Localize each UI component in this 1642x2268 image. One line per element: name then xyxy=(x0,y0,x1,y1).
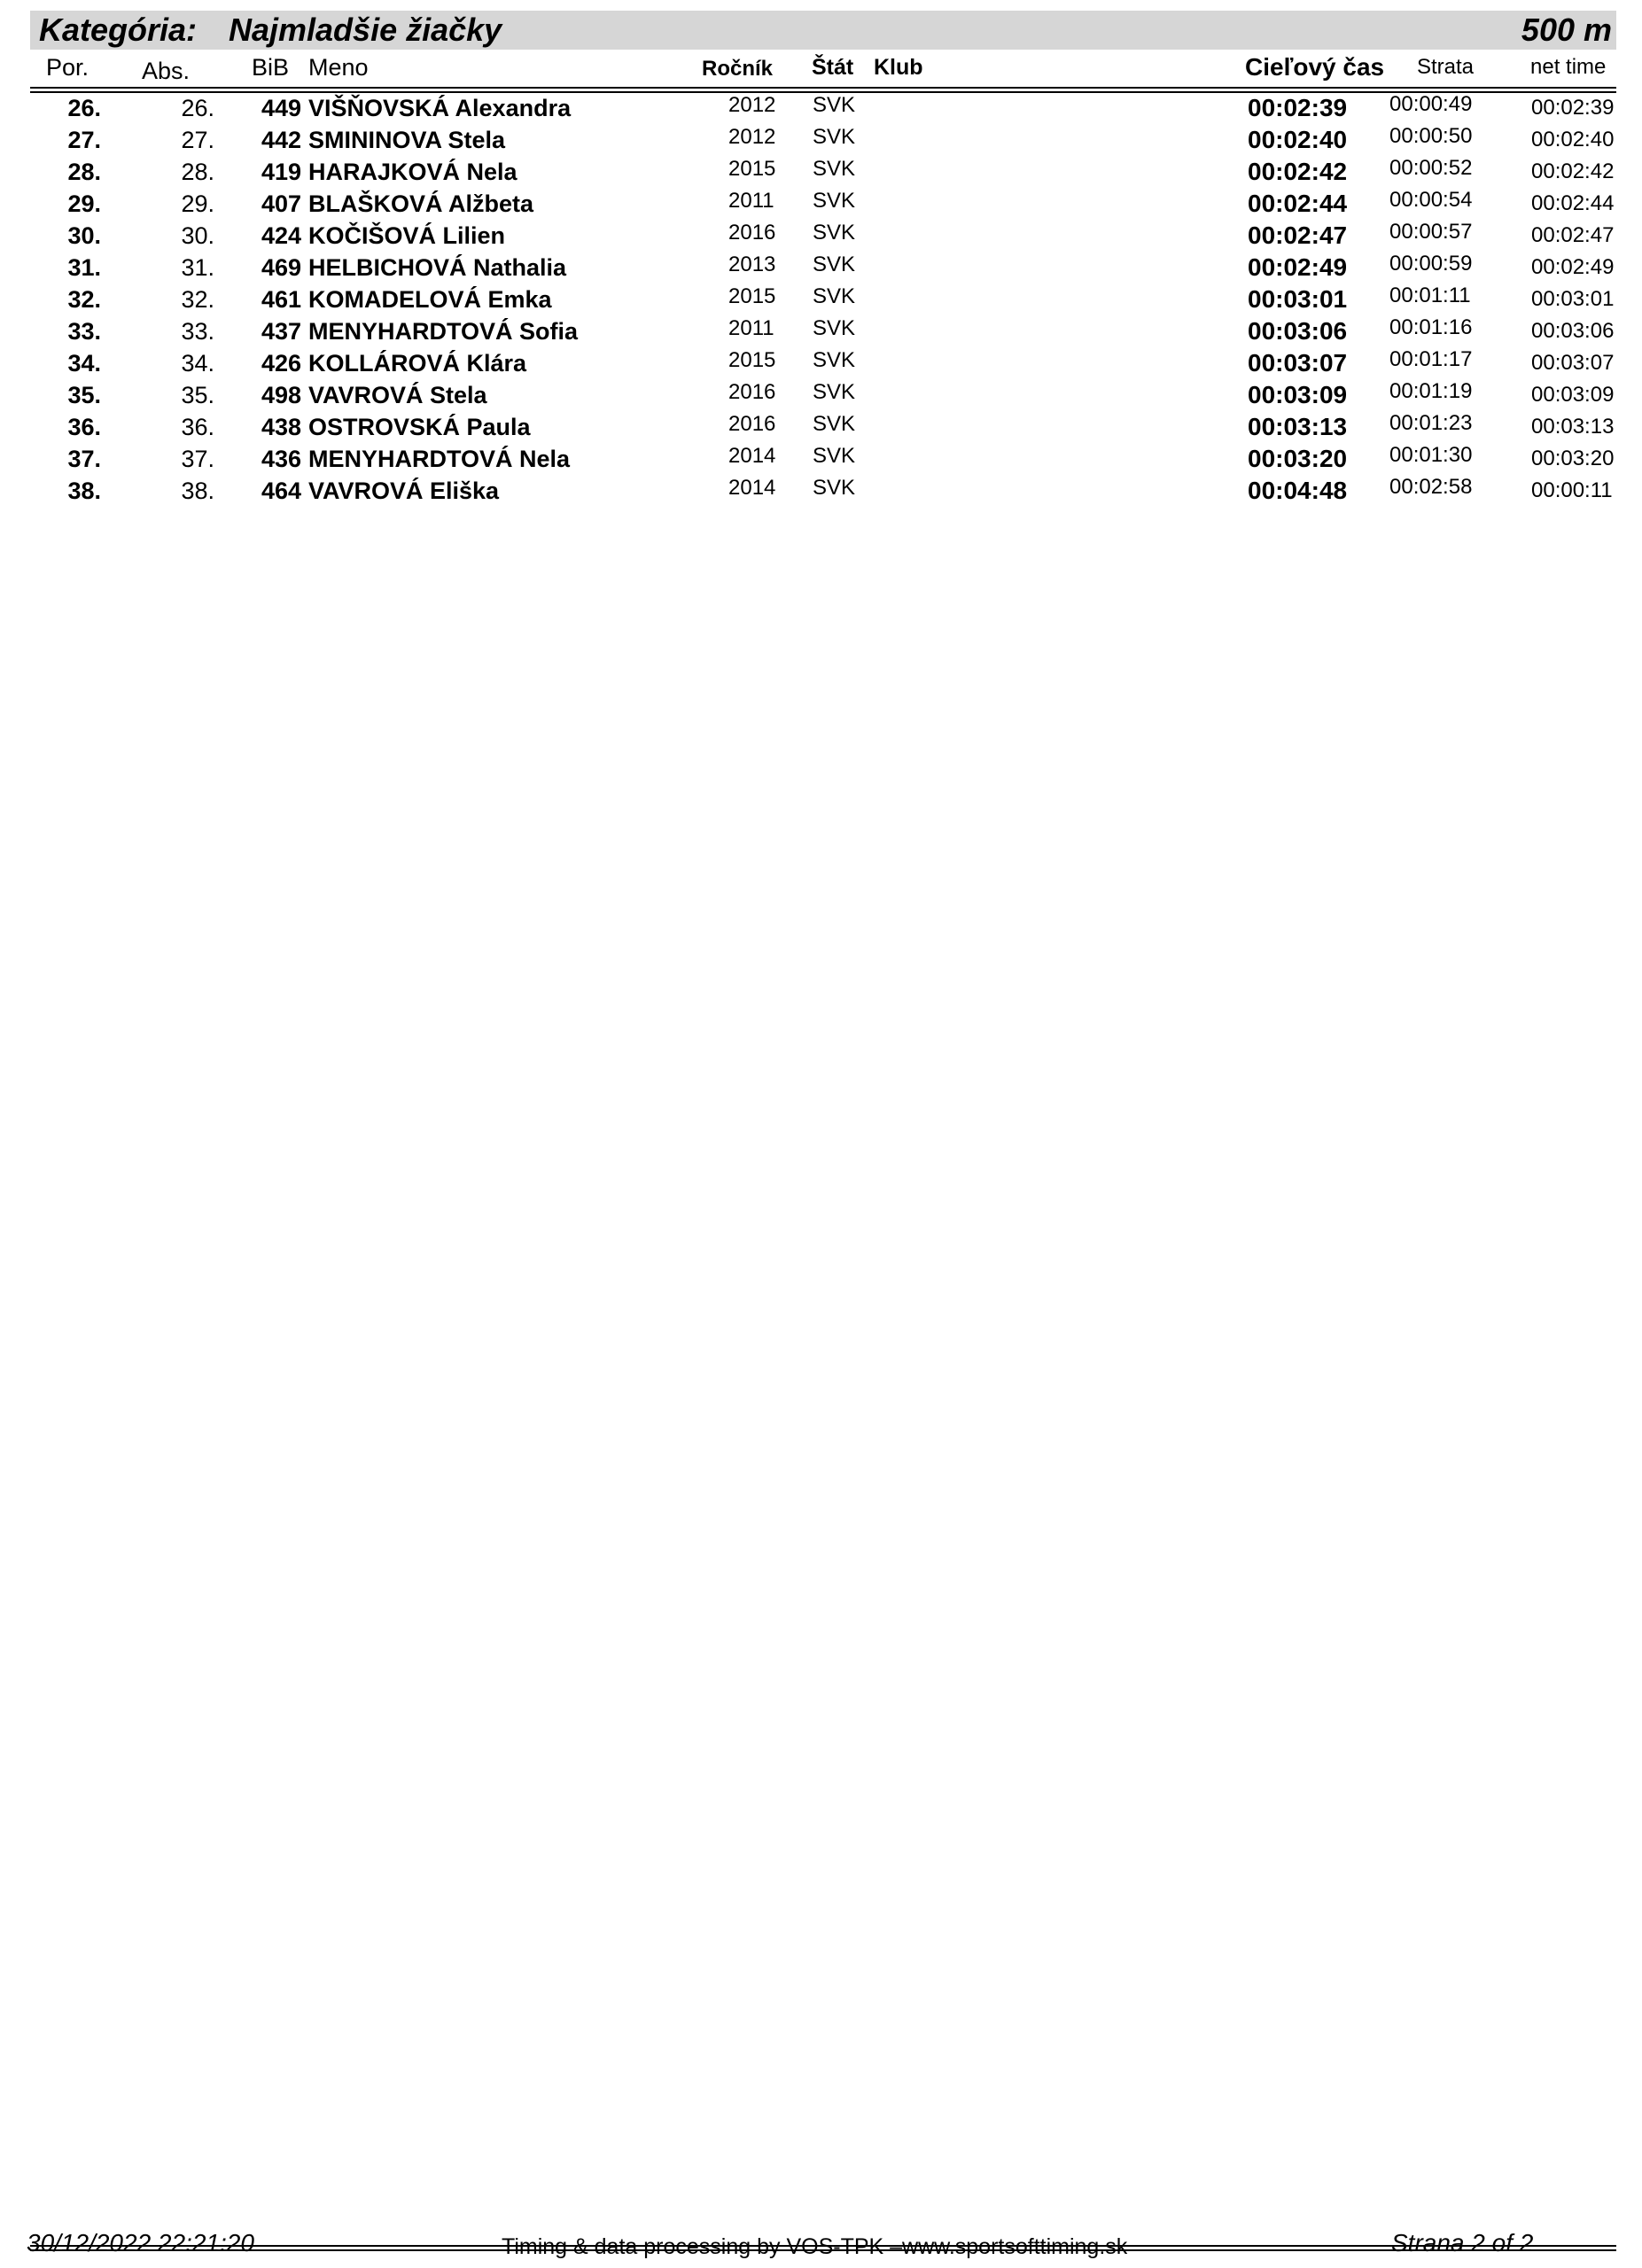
result-row xyxy=(0,284,1642,315)
bib-cell: 449 xyxy=(261,95,301,121)
athlete-name-cell: MENYHARDTOVÁ Sofia xyxy=(308,318,579,345)
position-cell: 30. xyxy=(67,222,101,249)
print-datetime: 30/12/2022 22:21:20 xyxy=(27,2229,254,2256)
timing-credit: Timing & data processing by VOS-TPK –www.sportsofttiming.sk xyxy=(502,2234,1128,2259)
result-row xyxy=(0,252,1642,284)
bib-cell: 438 xyxy=(261,414,301,440)
finish-time-cell: 00:02:49 xyxy=(1248,253,1348,281)
absolute-position-cell: 38. xyxy=(181,478,214,504)
finish-time-cell: 00:04:48 xyxy=(1248,477,1348,504)
birth-year-cell: 2015 xyxy=(728,284,776,308)
country-cell: SVK xyxy=(813,316,856,340)
net-time-cell: 00:03:13 xyxy=(1531,415,1615,439)
country-cell: SVK xyxy=(813,221,856,245)
finish-time-cell: 00:03:07 xyxy=(1248,349,1348,377)
net-time-cell: 00:02:40 xyxy=(1531,128,1615,151)
category-label: Kategória: xyxy=(39,12,198,48)
country-cell: SVK xyxy=(813,380,856,404)
finish-time-cell: 00:02:42 xyxy=(1248,158,1348,185)
result-row xyxy=(0,347,1642,379)
net-time-cell: 00:02:49 xyxy=(1531,255,1615,279)
page-number: Strana 2 of 2 xyxy=(1391,2229,1534,2256)
absolute-position-cell: 31. xyxy=(181,254,214,281)
position-cell: 32. xyxy=(67,286,101,313)
country-cell: SVK xyxy=(813,444,856,468)
bib-cell: 461 xyxy=(261,286,301,313)
result-row xyxy=(0,92,1642,124)
country-cell: SVK xyxy=(813,157,856,181)
position-cell: 38. xyxy=(67,478,101,504)
country-cell: SVK xyxy=(813,93,856,117)
column-header-net-time: net time xyxy=(1530,55,1607,79)
finish-time-cell: 00:03:01 xyxy=(1248,285,1348,313)
column-header-abs: Abs. xyxy=(142,58,191,84)
country-cell: SVK xyxy=(813,125,856,149)
bib-cell: 464 xyxy=(261,478,301,504)
result-row xyxy=(0,220,1642,252)
net-time-cell: 00:03:07 xyxy=(1531,351,1615,375)
time-loss-cell: 00:00:49 xyxy=(1389,92,1473,116)
distance-label: 500 m xyxy=(1521,12,1612,48)
header-rule-top xyxy=(30,87,1616,89)
country-cell: SVK xyxy=(813,412,856,436)
birth-year-cell: 2016 xyxy=(728,412,776,436)
bib-cell: 419 xyxy=(261,159,301,185)
finish-time-cell: 00:03:06 xyxy=(1248,317,1348,345)
result-row xyxy=(0,156,1642,188)
finish-time-cell: 00:03:13 xyxy=(1248,413,1348,440)
position-cell: 37. xyxy=(67,446,101,472)
position-cell: 34. xyxy=(67,350,101,377)
absolute-position-cell: 26. xyxy=(181,95,214,121)
time-loss-cell: 00:00:59 xyxy=(1389,252,1473,276)
position-cell: 31. xyxy=(67,254,101,281)
country-cell: SVK xyxy=(813,189,856,213)
position-cell: 29. xyxy=(67,190,101,217)
net-time-cell: 00:00:11 xyxy=(1531,478,1613,502)
column-header-loss: Strata xyxy=(1417,55,1475,79)
time-loss-cell: 00:01:16 xyxy=(1389,315,1473,339)
athlete-name-cell: MENYHARDTOVÁ Nela xyxy=(308,446,571,472)
bib-cell: 436 xyxy=(261,446,301,472)
country-cell: SVK xyxy=(813,476,856,500)
athlete-name-cell: VAVROVÁ Stela xyxy=(308,382,487,408)
birth-year-cell: 2011 xyxy=(728,316,774,340)
birth-year-cell: 2016 xyxy=(728,221,776,245)
country-cell: SVK xyxy=(813,348,856,372)
column-header-name: Meno xyxy=(308,54,369,81)
absolute-position-cell: 34. xyxy=(181,350,214,377)
absolute-position-cell: 36. xyxy=(181,414,214,440)
bib-cell: 426 xyxy=(261,350,301,377)
column-header-state: Štát xyxy=(812,55,854,80)
net-time-cell: 00:02:42 xyxy=(1531,159,1615,183)
result-row xyxy=(0,315,1642,347)
bib-cell: 407 xyxy=(261,190,301,217)
finish-time-cell: 00:03:20 xyxy=(1248,445,1348,472)
finish-time-cell: 00:02:40 xyxy=(1248,126,1348,153)
absolute-position-cell: 32. xyxy=(181,286,214,313)
time-loss-cell: 00:01:23 xyxy=(1389,411,1473,435)
result-row xyxy=(0,188,1642,220)
category-name: Najmladšie žiačky xyxy=(229,12,502,48)
net-time-cell: 00:03:09 xyxy=(1531,383,1615,407)
absolute-position-cell: 30. xyxy=(181,222,214,249)
birth-year-cell: 2016 xyxy=(728,380,776,404)
absolute-position-cell: 27. xyxy=(181,127,214,153)
absolute-position-cell: 35. xyxy=(181,382,214,408)
country-cell: SVK xyxy=(813,284,856,308)
position-cell: 27. xyxy=(67,127,101,153)
absolute-position-cell: 29. xyxy=(181,190,214,217)
birth-year-cell: 2014 xyxy=(728,476,776,500)
athlete-name-cell: KOLLÁROVÁ Klára xyxy=(308,350,527,377)
birth-year-cell: 2015 xyxy=(728,157,776,181)
athlete-name-cell: BLAŠKOVÁ Alžbeta xyxy=(308,190,534,217)
position-cell: 26. xyxy=(67,95,101,121)
birth-year-cell: 2013 xyxy=(728,252,776,276)
time-loss-cell: 00:01:30 xyxy=(1389,443,1473,467)
athlete-name-cell: KOMADELOVÁ Emka xyxy=(308,286,552,313)
position-cell: 35. xyxy=(67,382,101,408)
absolute-position-cell: 28. xyxy=(181,159,214,185)
absolute-position-cell: 33. xyxy=(181,318,214,345)
finish-time-cell: 00:02:39 xyxy=(1248,94,1348,121)
result-row xyxy=(0,411,1642,443)
athlete-name-cell: SMININOVA Stela xyxy=(308,127,506,153)
position-cell: 36. xyxy=(67,414,101,440)
finish-time-cell: 00:02:44 xyxy=(1248,190,1348,217)
time-loss-cell: 00:00:54 xyxy=(1389,188,1473,212)
column-header-por: Por. xyxy=(46,54,89,81)
column-header-club: Klub xyxy=(874,55,923,80)
bib-cell: 437 xyxy=(261,318,301,345)
birth-year-cell: 2012 xyxy=(728,93,776,117)
bib-cell: 498 xyxy=(261,382,301,408)
athlete-name-cell: HARAJKOVÁ Nela xyxy=(308,159,518,185)
time-loss-cell: 00:00:52 xyxy=(1389,156,1473,180)
result-row xyxy=(0,475,1642,507)
time-loss-cell: 00:01:19 xyxy=(1389,379,1473,403)
position-cell: 28. xyxy=(67,159,101,185)
column-header-year: Ročník xyxy=(702,57,774,81)
net-time-cell: 00:02:44 xyxy=(1531,191,1615,215)
absolute-position-cell: 37. xyxy=(181,446,214,472)
result-row xyxy=(0,443,1642,475)
result-row xyxy=(0,124,1642,156)
net-time-cell: 00:03:06 xyxy=(1531,319,1615,343)
athlete-name-cell: HELBICHOVÁ Nathalia xyxy=(308,254,567,281)
birth-year-cell: 2012 xyxy=(728,125,776,149)
time-loss-cell: 00:02:58 xyxy=(1389,475,1473,499)
net-time-cell: 00:03:20 xyxy=(1531,447,1615,470)
birth-year-cell: 2015 xyxy=(728,348,776,372)
bib-cell: 424 xyxy=(261,222,301,249)
finish-time-cell: 00:02:47 xyxy=(1248,221,1348,249)
time-loss-cell: 00:01:17 xyxy=(1389,347,1473,371)
column-header-bib: BiB xyxy=(252,54,290,81)
position-cell: 33. xyxy=(67,318,101,345)
time-loss-cell: 00:00:57 xyxy=(1389,220,1473,244)
column-header-finish-time: Cieľový čas xyxy=(1245,53,1385,81)
athlete-name-cell: OSTROVSKÁ Paula xyxy=(308,414,531,440)
bib-cell: 469 xyxy=(261,254,301,281)
birth-year-cell: 2011 xyxy=(728,189,774,213)
athlete-name-cell: KOČIŠOVÁ Lilien xyxy=(308,222,506,249)
time-loss-cell: 00:00:50 xyxy=(1389,124,1473,148)
finish-time-cell: 00:03:09 xyxy=(1248,381,1348,408)
country-cell: SVK xyxy=(813,252,856,276)
net-time-cell: 00:03:01 xyxy=(1531,287,1615,311)
athlete-name-cell: VAVROVÁ Eliška xyxy=(308,478,500,504)
time-loss-cell: 00:01:11 xyxy=(1389,284,1471,307)
bib-cell: 442 xyxy=(261,127,301,153)
results-table xyxy=(0,92,1642,507)
birth-year-cell: 2014 xyxy=(728,444,776,468)
net-time-cell: 00:02:47 xyxy=(1531,223,1615,247)
athlete-name-cell: VIŠŇOVSKÁ Alexandra xyxy=(308,95,572,121)
result-row xyxy=(0,379,1642,411)
net-time-cell: 00:02:39 xyxy=(1531,96,1615,120)
